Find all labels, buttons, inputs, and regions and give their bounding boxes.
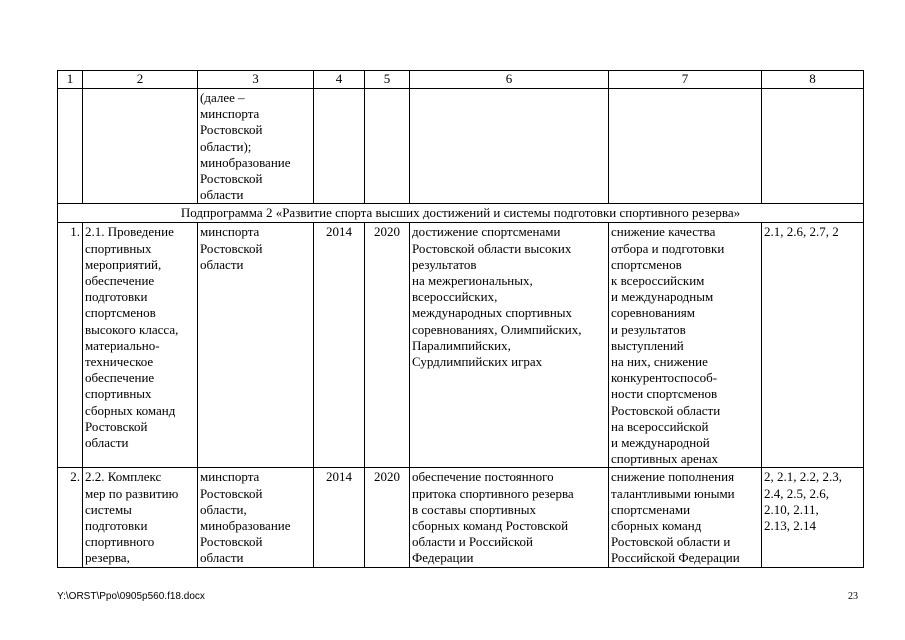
cell — [314, 89, 365, 204]
table-row — [58, 223, 864, 468]
end-year: 2020 — [365, 223, 410, 468]
indicators: 2.1, 2.6, 2.7, 2 — [762, 223, 864, 468]
cell — [83, 89, 198, 204]
page-number: 23 — [848, 591, 858, 602]
executor: минспорта Ростовской области — [198, 223, 314, 468]
header-col-6: 6 — [410, 71, 609, 89]
header-col-5: 5 — [365, 71, 410, 89]
measure-name: 2.1. Проведение спортивных мероприятий, обеспечение подготовки спортсменов высокого класса, материально- техническое обеспечение спортивных сборных команд Ростовской области — [83, 223, 198, 468]
continuation-row — [58, 89, 864, 204]
cell — [410, 89, 609, 204]
cell — [762, 89, 864, 204]
header-col-3: 3 — [198, 71, 314, 89]
subprogram-row — [58, 204, 864, 223]
header-col-2: 2 — [83, 71, 198, 89]
expected-result: обеспечение постоянного притока спортивного резерва в составы спортивных сборных команд Ростовской области и Российской Федерации — [410, 468, 609, 567]
executor-cell: (далее – минспорта Ростовской области); минобразование Ростовской области — [198, 89, 314, 204]
start-year: 2014 — [314, 468, 365, 567]
consequences: снижение пополнения талантливыми юными спортсменами сборных команд Ростовской области и Российской Федерации — [609, 468, 762, 567]
measure-name-cell — [83, 468, 198, 567]
file-path: Y:\ORST\Ppo\0905p560.f18.docx — [57, 591, 205, 602]
header-col-8: 8 — [762, 71, 864, 89]
header-col-4: 4 — [314, 71, 365, 89]
cell — [58, 89, 83, 204]
cell — [365, 89, 410, 204]
subprogram-title: Подпрограмма 2 «Развитие спорта высших достижений и системы подготовки спортивного резерва» — [58, 204, 864, 223]
table-row — [58, 468, 864, 567]
measure-name: 2.2. Комплекс мер по развитию системы подготовки спортивного резерва, — [85, 469, 179, 566]
cell — [609, 89, 762, 204]
indicators: 2, 2.1, 2.2, 2.3, 2.4, 2.5, 2.6, 2.10, 2.11, 2.13, 2.14 — [762, 468, 864, 567]
program-table — [57, 70, 864, 568]
row-number: 1. — [58, 223, 83, 468]
row-number: 2. — [58, 468, 83, 567]
header-col-7: 7 — [609, 71, 762, 89]
header-col-1: 1 — [58, 71, 83, 89]
executor: минспорта Ростовской области, минобразование Ростовской области — [198, 468, 314, 567]
start-year: 2014 — [314, 223, 365, 468]
consequences: снижение качества отбора и подготовки спортсменов к всероссийским и международным соревнованиям и результатов выступлений на них, снижение конкурентоспособ- ности спортсменов Ростовской области на всероссийской и международной спортивных аренах — [609, 223, 762, 468]
header-row — [58, 71, 864, 89]
end-year: 2020 — [365, 468, 410, 567]
expected-result: достижение спортсменами Ростовской области высоких результатов на межрегиональных, всероссийских, международных спортивных соревнованиях, Олимпийских, Паралимпийских, Сурдлимпийских играх — [410, 223, 609, 468]
